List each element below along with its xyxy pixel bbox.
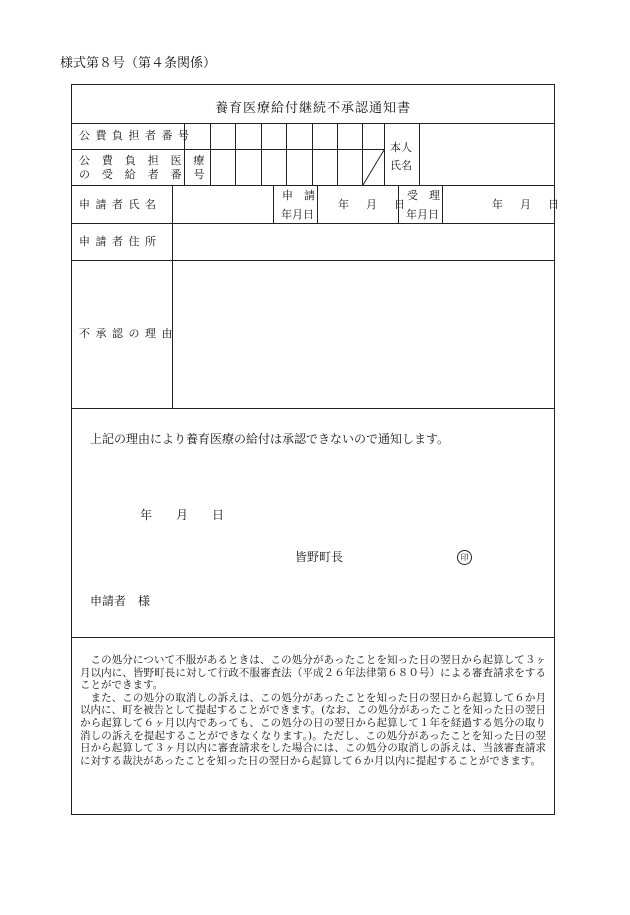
receipt-label-2: 年月日 <box>406 208 439 221</box>
applicant-name-label: 申請者氏名 <box>79 198 162 211</box>
digit-box-divider <box>286 123 287 185</box>
date-line: 年 月 日 <box>140 508 225 522</box>
rule-address-bottom <box>72 260 554 261</box>
application-label-1: 申 請 <box>282 189 315 202</box>
form-number: 様式第８号（第４条関係） <box>60 56 217 71</box>
diagonal-slash <box>362 149 385 186</box>
digit-box-divider <box>210 123 211 185</box>
rule-person-name <box>419 123 420 185</box>
application-date-field[interactable]: 年 月 日 <box>338 198 408 211</box>
medical-recipient-label-1: 公 費 負 担 医 療 <box>79 154 209 167</box>
rule-address-label <box>172 223 173 260</box>
appeal-notice <box>80 654 546 767</box>
digit-box-divider <box>261 123 262 185</box>
rule-name-bottom <box>72 223 554 224</box>
digit-box-divider <box>235 123 236 185</box>
notice-form <box>71 84 562 815</box>
rule-title-bottom <box>72 123 554 124</box>
appeal-paragraph-2: また、この処分の取消しの訴えは、この処分があったことを知った日の翌日から起算して６か月以内に、町を被告として提起することができます。(なお、この処分があったことを知った日の翌日から起算して６ヶ月以内であっても、この処分の日の翌日から起算して１年を経過する処分の取り消しの訴えを提起することができなくなります。)。ただし、この処分があったことを知った日の翌日から起算して３ヶ月以内に審査請求をした場合には、この処分の取消しの訴えは、当該審査請求に対する裁決があったことを知った日の翌日から起算して６か月以内に提起することができます。 <box>80 691 546 767</box>
applicant-address-label: 申請者住所 <box>79 235 162 248</box>
rule-application-label-right <box>317 185 318 223</box>
person-label-1: 本人 <box>390 141 412 154</box>
form-title: 養育医療給付継続不承認通知書 <box>214 101 411 116</box>
digit-box-divider <box>312 123 313 185</box>
receipt-date-field[interactable]: 年 月 日 <box>492 198 562 211</box>
digit-box-divider <box>337 123 338 185</box>
issuer-name: 皆野町長 <box>295 550 344 564</box>
notice-sentence: 上記の理由により養育医療の給付は承認できないので通知します。 <box>90 432 450 446</box>
rule-name-label <box>172 185 173 223</box>
appeal-paragraph-1: この処分について不服があるときは、この処分があったことを知った日の翌日から起算して３ヶ月以内に、皆野町長に対して行政不服審査法（平成２６年法律第６８０号）による審査請求をすることができます。 <box>80 654 546 692</box>
rule-application-label-left <box>273 185 274 223</box>
addressee: 申請者 様 <box>90 594 151 608</box>
rule-number-bottom <box>72 185 554 186</box>
receipt-label-1: 受 理 <box>407 189 440 202</box>
rule-reason-bottom <box>72 408 554 409</box>
public-payer-number-label: 公費負担者番号 <box>79 129 195 142</box>
person-label-2: 氏名 <box>390 159 412 172</box>
rule-body-bottom <box>72 637 554 638</box>
rule-receipt-label-right <box>442 185 443 223</box>
seal-mark: 印 <box>457 550 472 565</box>
application-label-2: 年月日 <box>281 208 314 221</box>
medical-recipient-label-2: の 受 給 者 番 号 <box>79 168 209 181</box>
reason-label: 不承認の理由 <box>79 327 178 340</box>
